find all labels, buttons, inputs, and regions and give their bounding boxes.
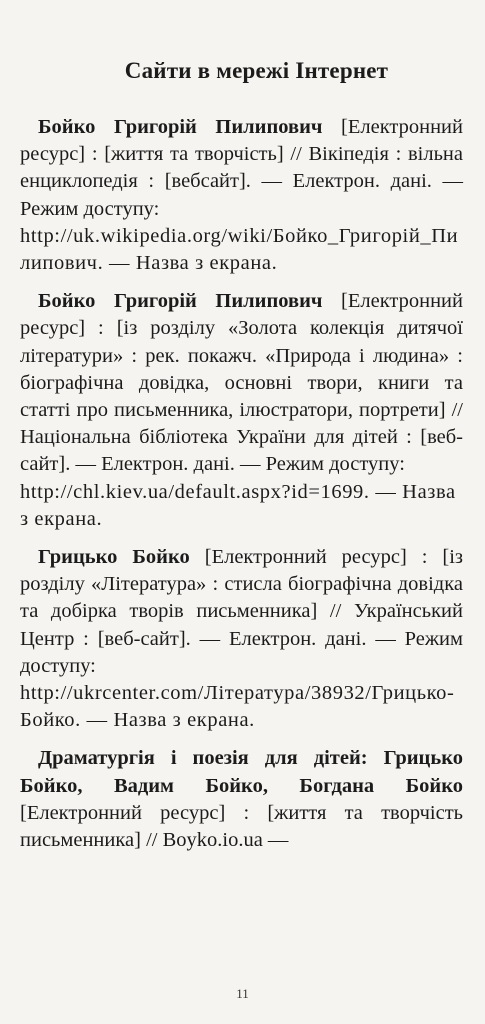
entry-description: [Електронний ресурс] : [із розділу «Золота колекція дитячої літератури» : рек. покажч. «Природа і людина» : біографічна довідка, основні твори, книги та статті про письменника, ілюстратори, портрети] // Національна бібліотека України для дітей : [веб-сайт]. — Електрон. дані. — Режим доступу: (20, 290, 463, 476)
entry-url-tail: . — Назва з екрана. (97, 252, 278, 275)
entry-author: Драматургія і поезія для дітей: Грицько Бойко, Вадим Бойко, Богдана Бойко (20, 747, 463, 797)
bibliography-entry-4 (20, 745, 463, 854)
entry-description: [Електронний ресурс] : [життя та творчість письменника] // Boyko.io.ua — (20, 801, 463, 852)
entry-url-text: http://ukrcenter.com/Література/38932/Грицько-Бойко (20, 682, 455, 732)
bibliography-entry-1 (20, 114, 463, 277)
section-heading: Сайти в мережі Інтернет (124, 58, 389, 83)
entry-description: [Електронний ресурс] : [із розділу «Література» : стисла біографічна довідка та добірка творів письменника] // Український Центр : [веб-сайт]. — Електрон. дані. — Режим доступу: (20, 546, 463, 677)
bibliography-entry-3 (20, 544, 463, 734)
entry-url-text: http://uk.wikipedia.org/wiki/Бойко_Григорій_Пилипович (20, 224, 459, 275)
entry-url-link[interactable] (20, 680, 463, 734)
entry-description: [Електронний ресурс] : [життя та творчість] // Вікіпедія : вільна енциклопедія : [вебсайт]. — Електрон. дані. — Режим доступу: (20, 116, 463, 220)
entry-url-tail: . — Назва з екрана. (75, 709, 255, 732)
bibliography-entry-2 (20, 288, 463, 533)
entry-url-link[interactable] (20, 479, 463, 533)
entry-author: Бойко Григорій Пилипович (38, 116, 323, 138)
entry-url-text: http://chl.kiev.ua/default.aspx?id=1699. — Назва з екрана. (20, 480, 456, 530)
entry-url-link[interactable] (20, 223, 463, 277)
page-number: 11 (236, 986, 249, 1001)
entry-author: Грицько Бойко (38, 546, 190, 569)
entry-author: Бойко Григорій Пилипович (38, 290, 323, 313)
